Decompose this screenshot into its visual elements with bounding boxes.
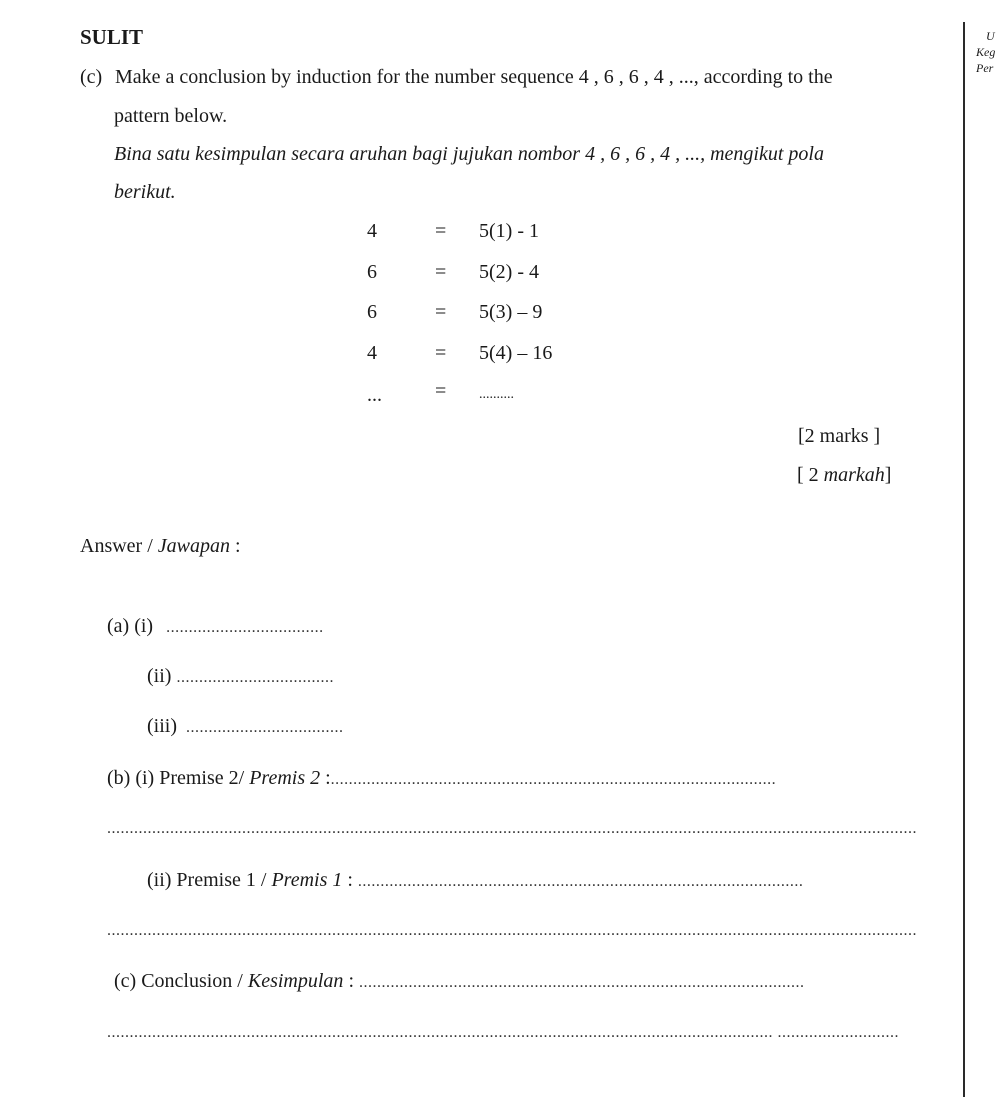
marks-malay-word: markah bbox=[823, 464, 885, 486]
pattern-eq: = bbox=[435, 342, 447, 364]
pattern-eq: = bbox=[435, 301, 447, 323]
margin-note-2: Keg bbox=[976, 45, 996, 59]
answer-b-i-colon: : bbox=[320, 767, 331, 789]
answer-b-i-label: (b) (i) Premise 2/ bbox=[107, 767, 250, 789]
answer-b-i-label-ms: Premis 2 bbox=[249, 767, 321, 789]
pattern-eq: = bbox=[435, 261, 447, 283]
answer-a-ii-label: (ii) bbox=[147, 665, 172, 687]
answer-a-iii[interactable] bbox=[147, 714, 344, 740]
answer-b-ii[interactable] bbox=[147, 868, 803, 894]
pattern-rhs: .......... bbox=[479, 387, 514, 402]
answer-c-label: (c) Conclusion / bbox=[114, 970, 248, 992]
answer-b-ii-label-ms: Premis 1 bbox=[271, 869, 343, 891]
answer-a-i[interactable] bbox=[107, 614, 324, 640]
pattern-rhs: 5(2) - 4 bbox=[479, 261, 539, 283]
pattern-eq: = bbox=[435, 380, 447, 402]
answer-b-ii-blank-line2[interactable]: .................................................................................................................................................................................... bbox=[107, 922, 917, 939]
pattern-lhs: 6 bbox=[367, 261, 377, 283]
answer-heading-ms: Jawapan bbox=[157, 535, 230, 557]
answer-b-ii-blank[interactable]: ................................................................................................... bbox=[357, 873, 804, 890]
answer-b-i[interactable] bbox=[107, 766, 776, 792]
pattern-eq: = bbox=[435, 220, 447, 242]
answer-c-label-ms: Kesimpulan bbox=[247, 970, 344, 992]
pattern-rhs: 5(4) – 16 bbox=[479, 342, 553, 364]
answer-heading bbox=[80, 534, 241, 558]
pattern-lhs: 6 bbox=[367, 301, 377, 323]
pattern-rhs: 5(1) - 1 bbox=[479, 220, 539, 242]
pattern-lhs: 4 bbox=[367, 220, 377, 242]
margin-note-3: Per bbox=[976, 61, 994, 75]
answer-a-i-blank[interactable]: ................................... bbox=[166, 619, 324, 636]
pattern-lhs: ... bbox=[367, 384, 382, 406]
answer-b-ii-label: (ii) Premise 1 / bbox=[147, 869, 272, 891]
answer-c-blank-line2-b[interactable]: ........................... bbox=[777, 1024, 899, 1041]
answer-b-ii-colon: : bbox=[342, 869, 353, 891]
question-english-line1: Make a conclusion by induction for the number sequence 4 , 6 , 6 , 4 , ..., according to the bbox=[115, 66, 833, 88]
page-margin-line bbox=[963, 22, 965, 1097]
answer-a-ii[interactable] bbox=[147, 664, 334, 690]
answer-a-ii-blank[interactable]: ................................... bbox=[176, 669, 334, 686]
sulit-header: SULIT bbox=[80, 25, 144, 49]
marks-malay bbox=[797, 463, 891, 487]
question-malay-line1: Bina satu kesimpulan secara aruhan bagi jujukan nombor 4 , 6 , 6 , 4 , ..., mengikut pola bbox=[114, 143, 824, 165]
margin-note-1: U bbox=[986, 29, 995, 43]
marks-english: [2 marks ] bbox=[798, 425, 881, 447]
answer-a-iii-label: (iii) bbox=[147, 715, 177, 737]
question-malay-line2: berikut. bbox=[114, 181, 176, 203]
answer-b-i-blank[interactable]: ................................................................................................... bbox=[330, 771, 777, 788]
answer-a-i-label: (a) (i) bbox=[107, 615, 154, 637]
answer-c-blank-line2[interactable] bbox=[107, 1024, 899, 1042]
answer-heading-colon: : bbox=[229, 535, 241, 557]
marks-malay-open: [ 2 bbox=[797, 464, 824, 486]
question-number: (c) bbox=[80, 66, 103, 88]
answer-c[interactable] bbox=[114, 969, 805, 995]
answer-c-blank-line2-a[interactable]: .................................................................................................................................................... bbox=[107, 1024, 773, 1041]
answer-heading-en: Answer / bbox=[80, 535, 158, 557]
answer-b-i-blank-line2[interactable]: .................................................................................................................................................................................... bbox=[107, 820, 917, 837]
marks-malay-close: ] bbox=[884, 464, 892, 486]
pattern-rhs: 5(3) – 9 bbox=[479, 301, 543, 323]
answer-a-iii-blank[interactable]: ................................... bbox=[186, 719, 344, 736]
answer-c-colon: : bbox=[343, 970, 354, 992]
question-english-line2: pattern below. bbox=[114, 105, 228, 127]
pattern-lhs: 4 bbox=[367, 342, 377, 364]
answer-c-blank[interactable]: ................................................................................................... bbox=[359, 974, 805, 991]
